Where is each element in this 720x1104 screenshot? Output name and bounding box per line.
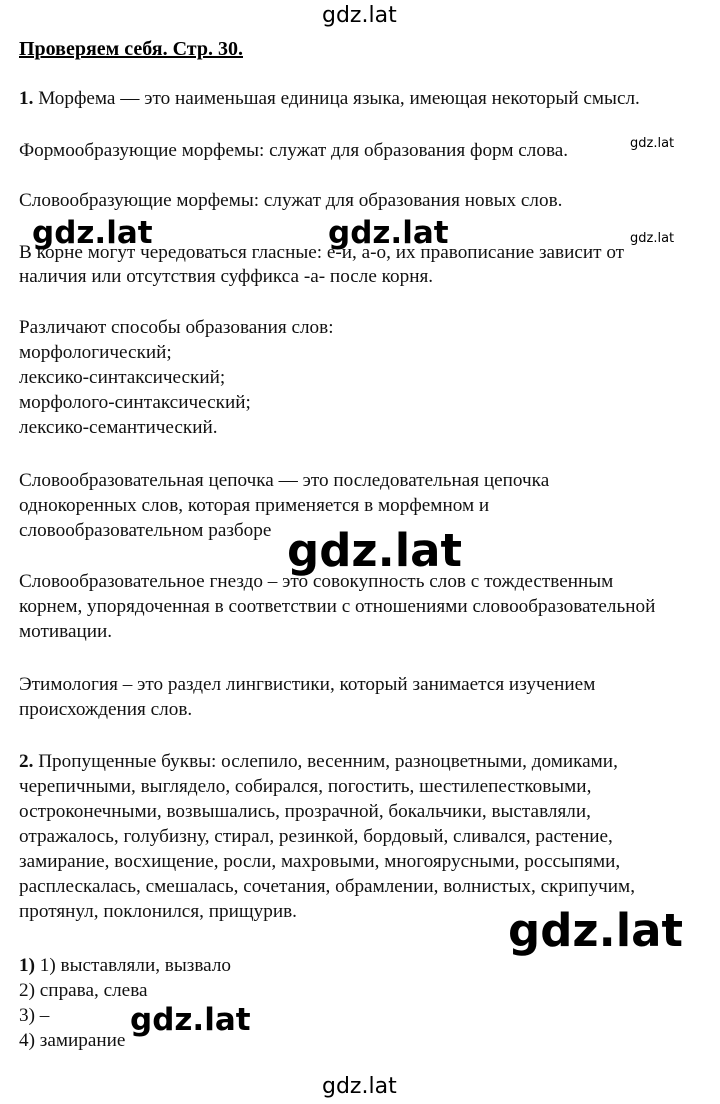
answer-1-line-2: Формообразующие морфемы: служат для образования форм слова.	[19, 140, 569, 161]
answer-1-line-7: морфологический;	[19, 342, 172, 363]
page-title: Проверяем себя. Стр. 30.	[19, 38, 243, 60]
answer-1-line-10: лексико-семантический.	[19, 417, 218, 438]
watermark-bottom: gdz.lat	[322, 1074, 397, 1099]
answer-1-line-18: происхождения слов.	[19, 699, 193, 720]
answer-1-line-15: корнем, упорядоченная в соответствии с отношениями словообразовательной	[19, 596, 656, 617]
answer-1-line-1: 1. Морфема — это наименьшая единица языка, имеющая некоторый смысл.	[19, 88, 640, 109]
answer-1-line-4: В корне могут чередоваться гласные: е-и, а-о, их правописание зависит от	[19, 242, 625, 263]
answer-1-line-17: Этимология – это раздел лингвистики, который занимается изучением	[19, 674, 596, 695]
watermark-small-2: gdz.lat	[630, 231, 675, 246]
answer-2-line-6: расплескалась, смешалась, сочетания, обрамлении, волнистых, скрипучим,	[19, 876, 635, 897]
answer-3-number: 1)	[19, 955, 35, 976]
answer-1-line-9: морфолого-синтаксический;	[19, 392, 251, 413]
watermark-mid-2: gdz.lat	[328, 215, 449, 251]
answer-2-line-4: отражалось, голубизну, стирал, резинкой, бордовый, сливался, растение,	[19, 826, 613, 847]
watermark-large-1: gdz.lat	[287, 524, 463, 577]
answer-1-line-11: Словообразовательная цепочка — это последовательная цепочка	[19, 470, 550, 491]
watermark-mid-3: gdz.lat	[130, 1002, 251, 1038]
answer-3-line-1: 1) 1) выставляли, вызвало	[19, 955, 232, 976]
answer-2-line-1: 2. Пропущенные буквы: ослепило, весенним, разноцветными, домиками,	[19, 751, 618, 772]
watermark-large-2: gdz.lat	[508, 904, 684, 957]
answer-3-line-3: 3) –	[19, 1005, 50, 1026]
watermark-small-1: gdz.lat	[630, 136, 675, 151]
answer-1-line-3: Словообразующие морфемы: служат для образования новых слов.	[19, 190, 563, 211]
answer-2-number: 2.	[19, 751, 34, 772]
answer-2-line-3: остроконечными, возвышались, прозрачной, бокальчики, выставляли,	[19, 801, 591, 822]
answer-1-line-5: наличия или отсутствия суффикса -а- после корня.	[19, 266, 434, 287]
answer-2-line-5: замирание, восхищение, росли, махровыми, многоярусными, россыпями,	[19, 851, 621, 872]
watermark-top: gdz.lat	[322, 3, 397, 28]
answer-1-line-16: мотивации.	[19, 621, 113, 642]
answer-3-line-4: 4) замирание	[19, 1030, 126, 1051]
answer-1-line-6: Различают способы образования слов:	[19, 317, 334, 338]
answer-1-line-14: Словообразовательное гнездо – это совокупность слов с тождественным	[19, 571, 614, 592]
answer-1-number: 1.	[19, 88, 34, 109]
watermark-mid-1: gdz.lat	[32, 215, 153, 251]
answer-1-line-13: словообразовательном разборе	[19, 520, 272, 541]
answer-2-line-2: черепичными, выглядело, собирался, погостить, шестилепестковыми,	[19, 776, 592, 797]
answer-3-line-2: 2) справа, слева	[19, 980, 148, 1001]
answer-2-line-7: протянул, поклонился, прищурив.	[19, 901, 297, 922]
answer-1-line-12: однокоренных слов, которая применяется в морфемном и	[19, 495, 490, 516]
answer-1-line-8: лексико-синтаксический;	[19, 367, 226, 388]
